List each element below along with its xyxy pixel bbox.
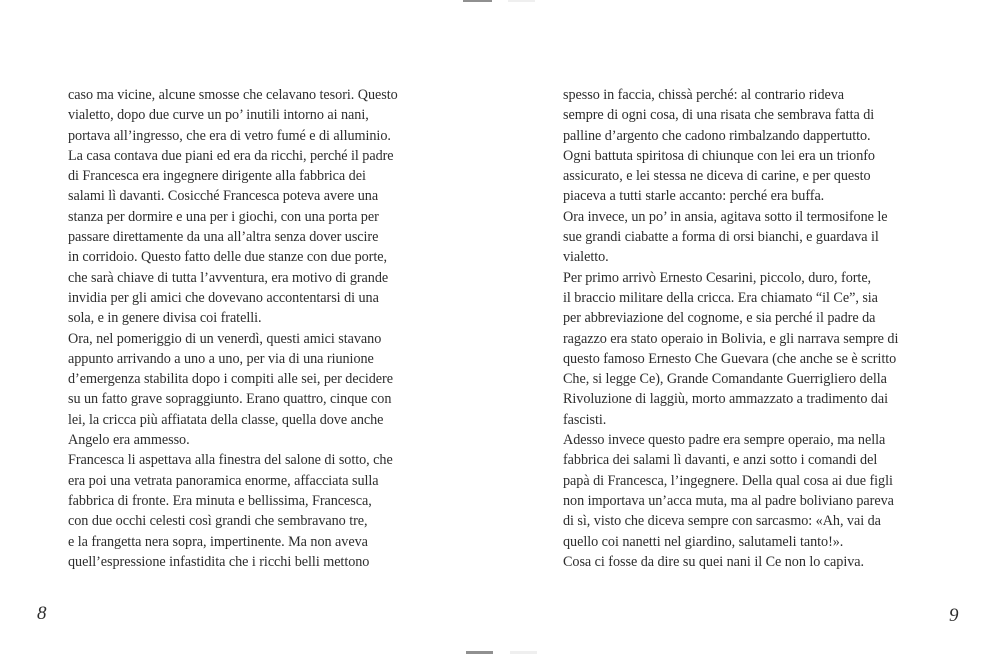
text-line: Angelo era ammesso.	[68, 432, 190, 449]
text-line: sola, e in genere divisa coi fratelli.	[68, 310, 262, 327]
text-line: lei, la cricca più affiatata della classe, quella dove anche	[68, 411, 384, 428]
text-line: ragazzo era stato operaio in Bolivia, e gli narrava sempre di	[563, 330, 899, 347]
text-line: il braccio militare della cricca. Era chiamato “il Ce”, sia	[563, 289, 878, 306]
text-line: in corridoio. Questo fatto delle due stanze con due porte,	[68, 249, 387, 266]
text-line: La casa contava due piani ed era da ricchi, perché il padre	[68, 147, 394, 164]
text-line: Ora invece, un po’ in ansia, agitava sotto il termosifone le	[563, 208, 888, 225]
text-line: appunto arrivando a uno a uno, per via di una riunione	[68, 350, 374, 367]
text-line: piaceva a tutti starle accanto: perché era buffa.	[563, 188, 825, 205]
text-line: Per primo arrivò Ernesto Cesarini, piccolo, duro, forte,	[563, 269, 872, 286]
text-line: papà di Francesca, l’ingegnere. Della qual cosa ai due figli	[563, 472, 893, 489]
text-line: spesso in faccia, chissà perché: al contrario rideva	[563, 87, 845, 103]
binding-mark-top-light	[508, 0, 535, 2]
text-line: di sì, visto che diceva sempre con sarcasmo: «Ah, vai da	[563, 513, 881, 530]
text-line: quell’espressione infastidita che i ricchi belli mettono	[68, 553, 370, 570]
text-line: Adesso invece questo padre era sempre operaio, ma nella	[563, 432, 886, 449]
text-line: portava all’ingresso, che era di vetro fumé e di alluminio.	[68, 127, 391, 144]
text-line: stanza per dormire e una per i giochi, con una porta per	[68, 208, 379, 225]
text-line: Cosa ci fosse da dire su quei nani il Ce non lo capiva.	[563, 553, 865, 570]
page-number-right: 9	[949, 605, 959, 626]
page-number-left: 8	[37, 603, 47, 624]
text-line: sue grandi ciabatte a forma di orsi bianchi, e guardava il	[563, 229, 879, 246]
text-line: fabbrica di fronte. Era minuta e bellissima, Francesca,	[68, 492, 372, 509]
binding-mark-bottom-dark	[466, 651, 493, 654]
text-line: era poi una vetrata panoramica enorme, affacciata sulla	[68, 472, 379, 489]
text-line: fabbrica dei salami lì davanti, e anzi sotto i comandi del	[563, 452, 878, 469]
text-line: vialetto, dopo due curve un po’ inutili intorno ai nani,	[68, 107, 369, 124]
text-line: caso ma vicine, alcune smosse che celavano tesori. Questo	[68, 87, 398, 103]
text-line: Ogni battuta spiritosa di chiunque con lei era un trionfo	[563, 147, 875, 164]
text-line: salami lì davanti. Cosicché Francesca poteva avere una	[68, 188, 379, 205]
text-line: vialetto.	[563, 249, 609, 266]
text-line: con due occhi celesti così grandi che sembravano tre,	[68, 513, 368, 530]
text-line: non importava un’acca muta, ma al padre boliviano pareva	[563, 492, 894, 509]
text-line: passare direttamente da una all’altra senza dover uscire	[68, 229, 379, 246]
text-line: per abbreviazione del cognome, e sia perché il padre da	[563, 310, 876, 327]
text-line: che sarà chiave di tutta l’avventura, era motivo di grande	[68, 269, 389, 286]
text-line: Francesca li aspettava alla finestra del salone di sotto, che	[68, 452, 393, 469]
text-line: questo famoso Ernesto Che Guevara (che anche se è scritto	[563, 350, 897, 367]
text-line: invidia per gli amici che dovevano accontentarsi di una	[68, 289, 379, 306]
text-line: quello coi nanetti nel giardino, salutameli tanto!».	[563, 533, 844, 550]
text-line: assicurato, e lei stessa ne diceva di carine, e per questo	[563, 168, 871, 185]
text-line: palline d’argento che cadono rimbalzando dappertutto.	[563, 127, 871, 144]
page-right-text-block	[563, 85, 898, 572]
binding-mark-top-dark	[463, 0, 492, 2]
text-line: sempre di ogni cosa, di una risata che sembrava fatta di	[563, 107, 875, 124]
text-line: Che, si legge Ce), Grande Comandante Guerrigliero della	[563, 371, 887, 388]
text-line: di Francesca era ingegnere dirigente alla fabbrica dei	[68, 168, 366, 185]
text-line: Rivoluzione di laggiù, morto ammazzato a tradimento dai	[563, 391, 889, 408]
text-line: Ora, nel pomeriggio di un venerdì, questi amici stavano	[68, 330, 382, 347]
page-left-text-block	[68, 85, 398, 572]
text-line: d’emergenza stabilita dopo i compiti alle sei, per decidere	[68, 371, 393, 388]
binding-mark-bottom-light	[510, 651, 537, 654]
text-line: e la frangetta nera sopra, impertinente. Ma non aveva	[68, 533, 368, 550]
text-line: su un fatto grave sopraggiunto. Erano quattro, cinque con	[68, 391, 392, 408]
text-line: fascisti.	[563, 411, 607, 428]
